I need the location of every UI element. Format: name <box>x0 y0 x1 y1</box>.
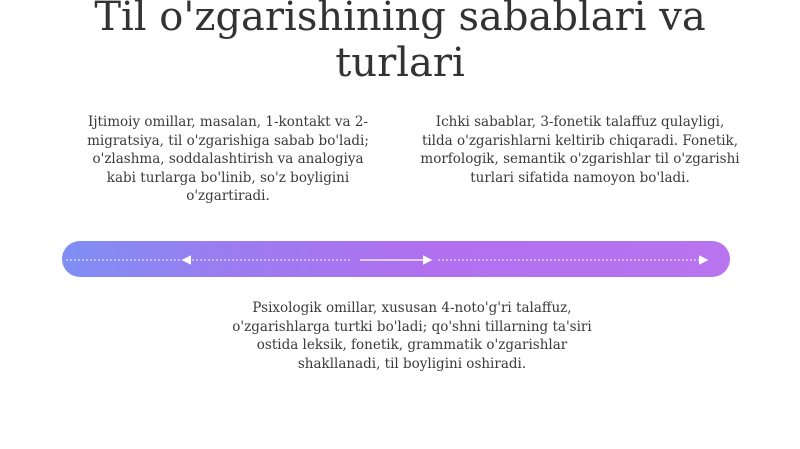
slide-title: Til o'zgarishining sabablari va turlari <box>94 0 706 86</box>
right-text-block: Ichki sabablar, 3-fonetik talaffuz qulayligi, tilda o'zgarishlarni keltirib chiqaradi. Fonetik, morfologik, semantik o'zgarishlar til o'zgarishi turlari sifatida namoyon bo'ladi. <box>420 114 740 186</box>
timeline-arrows <box>62 241 730 277</box>
left-text-block: Ijtimoiy omillar, masalan, 1-kontakt va 2-migratsiya, til o'zgarishiga sabab bo'ladi; o'zlashma, soddalashtirish va analogiya kabi turlarga bo'linib, so'z boyligini o'zgartiradi. <box>87 114 369 204</box>
bottom-text-block: Psixologik omillar, xususan 4-noto'g'ri talaffuz, o'zgarishlarga turtki bo'ladi; qo'shni tillarning ta'siri ostida leksik, fonetik, grammatik o'zgarishlar shakllanadi, til boyligini oshiradi. <box>232 300 592 372</box>
timeline-bar <box>62 241 730 277</box>
